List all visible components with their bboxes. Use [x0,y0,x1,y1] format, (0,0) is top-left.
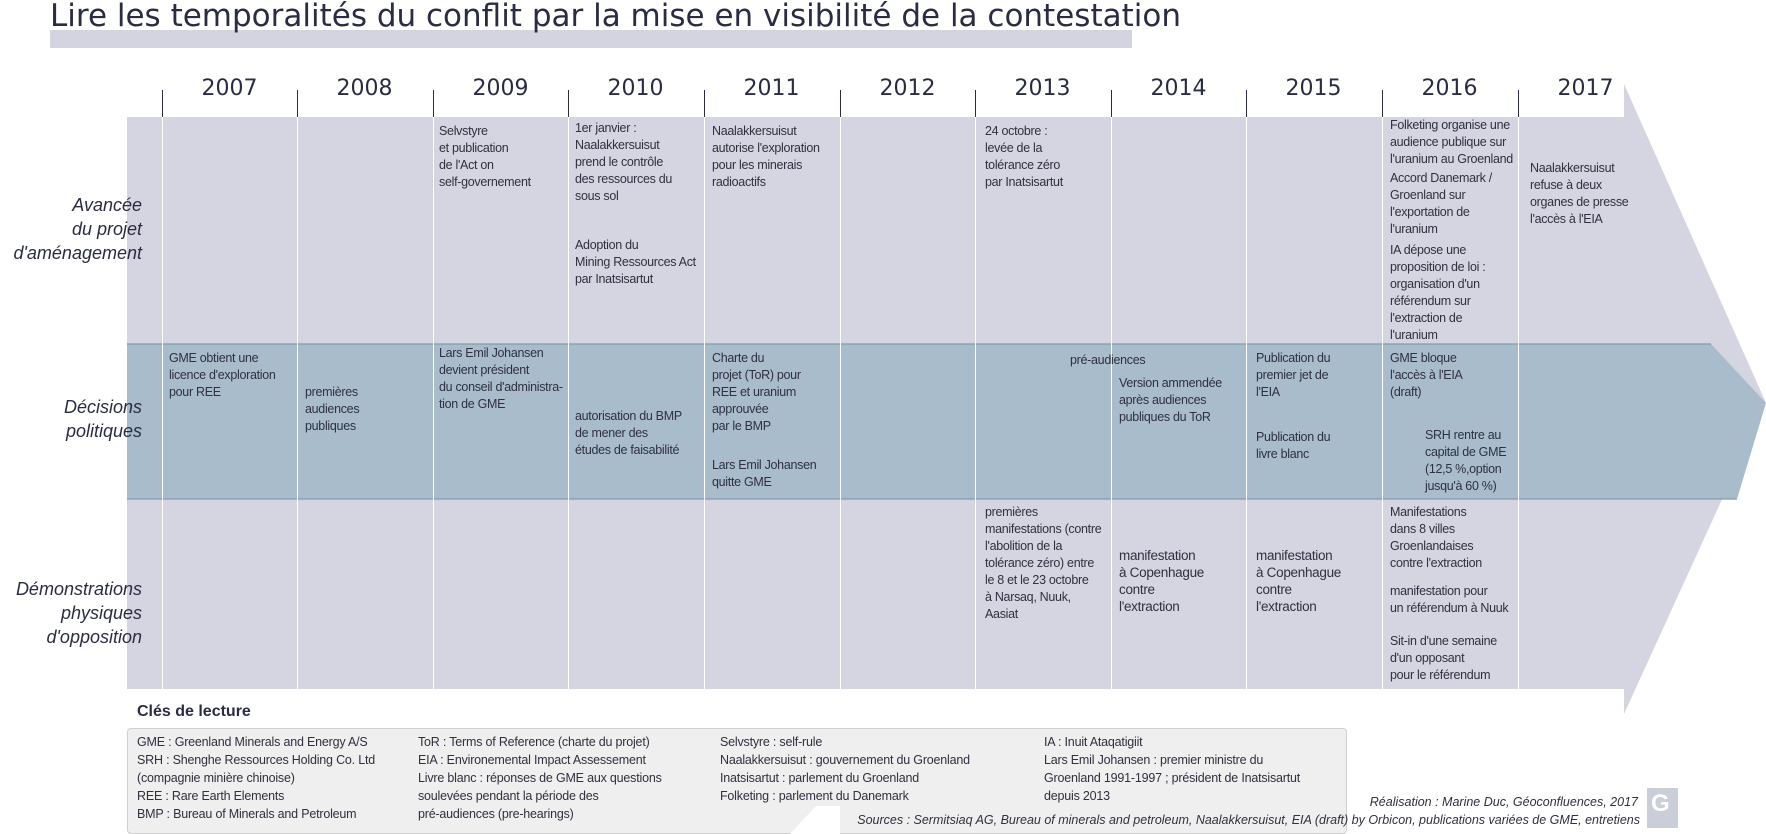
sources: Sources : Sermitsiaq AG, Bureau of minerals and petroleum, Naalakkersuisut, EIA (draft) by Orbicon, publications variées de GME, entretiens [857,813,1640,827]
year-tick [568,90,569,118]
legend-col-1: GME : Greenland Minerals and Energy A/S SRH : Shenghe Ressources Holding Co. Ltd (compagnie minière chinoise) REE : Rare Earth Elements BMP : Bureau of Minerals and Petroleum [137,735,375,821]
year-separator [162,117,163,689]
year-separator [1518,117,1519,689]
event-2014-copenhague: manifestation à Copenhague contre l'extraction [1119,548,1204,614]
credit: Réalisation : Marine Duc, Géoconfluences, 2017 [1369,795,1638,809]
event-2011-johansen-quitte: Lars Emil Johansen quitte GME [712,458,817,489]
geoconfluences-logo [1647,788,1678,828]
legend-title: Clés de lecture [137,703,251,720]
year-tick [1111,90,1112,118]
event-2010-bmp: autorisation du BMP de mener des études de faisabilité [575,409,682,457]
year-tick [704,90,705,118]
legend-col-2: ToR : Terms of Reference (charte du projet) EIA : Environemental Impact Assessement Livre blanc : réponses de GME aux questions soulevées pendant la période des pré-audiences (pre-hearings) [418,735,662,821]
year-2015: 2015 [1285,76,1342,101]
event-2008-audiences: premières audiences publiques [305,385,360,433]
year-separator [704,117,705,689]
year-2013: 2013 [1014,76,1071,101]
year-tick [297,90,298,118]
row-label-avancee: Avancée du projet d'aménagement [13,195,142,263]
year-separator [1246,117,1247,689]
year-tick [840,90,841,118]
event-2011-charte: Charte du projet (ToR) pour REE et uranium approuvée par le BMP [712,351,801,433]
year-2012: 2012 [879,76,936,101]
year-2016: 2016 [1421,76,1478,101]
year-2017: 2017 [1557,76,1614,101]
event-2013-tolerance: 24 octobre : levée de la tolérance zéro par Inatsisartut [985,124,1063,189]
year-2007: 2007 [201,76,258,101]
event-2009-johansen: Lars Emil Johansen devient président du conseil d'administra- tion de GME [439,346,563,411]
year-separator [1382,117,1383,689]
event-2015-livre-blanc: Publication du livre blanc [1256,430,1331,461]
year-tick [1382,90,1383,118]
year-separator [840,117,841,689]
year-2008: 2008 [336,76,393,101]
event-2015-copenhague: manifestation à Copenhague contre l'extraction [1256,548,1341,614]
event-2011-exploration: Naalakkersuisut autorise l'exploration pour les minerais radioactifs [712,124,820,189]
year-separator [433,117,434,689]
event-2014-version: Version ammendée après audiences publiques du ToR [1119,376,1222,424]
year-tick [162,90,163,118]
row-label-demonstrations: Démonstrations physiques d'opposition [15,579,142,647]
year-2011: 2011 [743,76,800,101]
event-2010-mining-act: Adoption du Mining Ressources Act par Inatsisartut [575,238,696,286]
row-label-decisions: Décisions politiques [63,397,142,441]
event-2007-licence: GME obtient une licence d'exploration pour REE [169,351,276,399]
event-2015-eia: Publication du premier jet de l'EIA [1256,351,1331,399]
event-2013-pre-audiences: pré-audiences [1070,353,1146,367]
year-separator [975,117,976,689]
event-2009-selvstyre: Selvstyre et publication de l'Act on self-governement [439,124,531,189]
year-separator [297,117,298,689]
event-2016-gme-bloque: GME bloque l'accès à l'EIA (draft) [1390,351,1463,399]
year-tick [975,90,976,118]
year-2010: 2010 [607,76,664,101]
year-tick [1246,90,1247,118]
event-2010-ressources: 1er janvier : Naalakkersuisut prend le contrôle des ressources du sous sol [575,121,673,203]
event-2013-manifestations: premières manifestations (contre l'abolition de la tolérance zéro) entre le 8 et le 23 octobre à Narsaq, Nuuk, Aasiat [985,505,1102,621]
event-2016-referendum-nuuk: manifestation pour un référendum à Nuuk [1390,584,1509,615]
year-tick [433,90,434,118]
sources-notch-shape [790,806,840,834]
year-2009: 2009 [472,76,529,101]
page-title: Lire les temporalités du conflit par la mise en visibilité de la contestation [50,0,1181,34]
event-2016-accord: Accord Danemark / Groenland sur l'exportation de l'uranium [1390,171,1492,236]
year-separator [568,117,569,689]
event-2016-ia: IA dépose une proposition de loi : organisation d'un référendum sur l'extraction de l'uranium [1390,243,1486,342]
legend-col-3: Selvstyre : self-rule Naalakkersuisut : gouvernement du Groenland Inatsisartut : parlement du Groenland Folketing : parlement du Danemark [720,735,970,803]
event-2016-sit-in: Sit-in d'une semaine d'un opposant pour le référendum [1390,634,1497,682]
event-2017-naalakkersuisut: Naalakkersuisut refuse à deux organes de presse l'accès à l'EIA [1530,161,1629,226]
event-2016-folketing: Folketing organise une audience publique sur l'uranium au Groenland [1390,118,1513,166]
year-tick [1518,90,1519,118]
sources-notch [790,806,840,834]
year-separator [1111,117,1112,689]
logo-letter: G [1651,790,1670,817]
year-2014: 2014 [1150,76,1207,101]
event-2016-manifestations: Manifestations dans 8 villes Groenlandaises contre l'extraction [1390,505,1482,570]
event-2016-srh: SRH rentre au capital de GME (12,5 %,option jusqu'à 60 %) [1425,428,1507,493]
legend-col-4: IA : Inuit Ataqatigiit Lars Emil Johansen : premier ministre du Groenland 1991-1997 ; président de Inatsisartut depuis 2013 [1044,735,1301,803]
